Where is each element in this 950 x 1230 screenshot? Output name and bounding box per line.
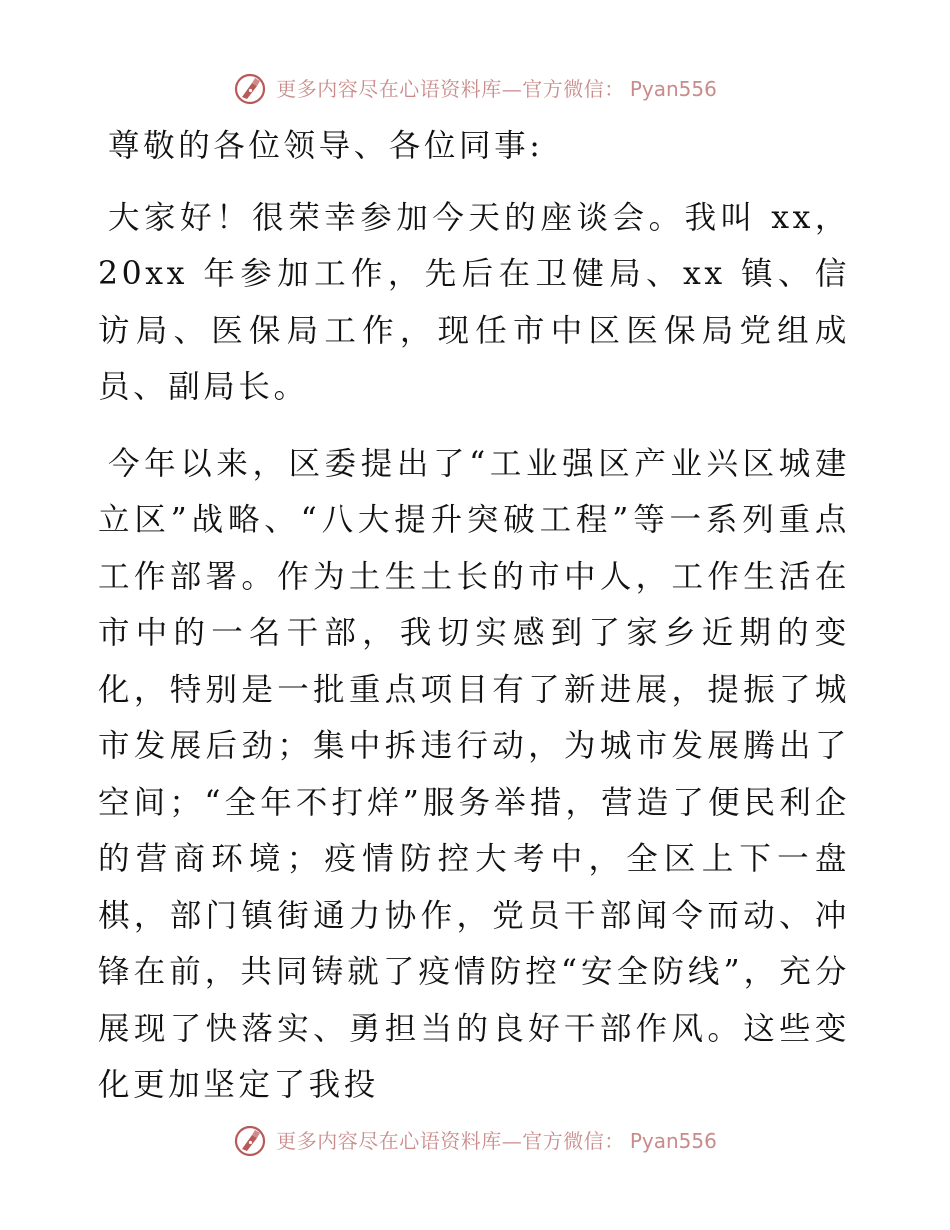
paragraph-intro: 大家好！很荣幸参加今天的座谈会。我叫 xx，20xx 年参加工作，先后在卫健局、xx 镇、信访局、医保局工作，现任市中区医保局党组成员、副局长。 — [98, 199, 850, 405]
watermark-wechat-id: Pyan556 — [629, 1128, 717, 1153]
footer-watermark — [0, 1120, 950, 1160]
paragraph-main: 今年以来，区委提出了“工业强区产业兴区城建立区”战略、“八大提升突破工程”等一系列重点工作部署。作为土生土长的市中人，工作生活在市中的一名干部，我切实感到了家乡近期的变化，特别是一批重点项目有了新进展，提振了城市发展后劲；集中拆违行动，为城市发展腾出了空间；“全年不打烊”服务举措，营造了便民利企的营商环境；疫情防控大考中，全区上下一盘棋，部门镇街通力协作，党员干部闻令而动、冲锋在前，共同铸就了疫情防控“安全防线”，充分展现了快落实、勇担当的良好干部作风。这些变化更加坚定了我投 — [98, 445, 850, 1103]
pen-nib-logo-icon — [233, 1124, 267, 1158]
watermark-text: 更多内容尽在心语资料库—官方微信： — [276, 1128, 625, 1153]
pen-nib-logo-icon — [233, 72, 267, 106]
document-body — [98, 118, 850, 1114]
salutation: 尊敬的各位领导、各位同事: — [108, 128, 544, 164]
watermark-wechat-id: Pyan556 — [629, 76, 717, 101]
header-watermark — [0, 68, 950, 108]
watermark-text: 更多内容尽在心语资料库—官方微信： — [276, 76, 625, 101]
